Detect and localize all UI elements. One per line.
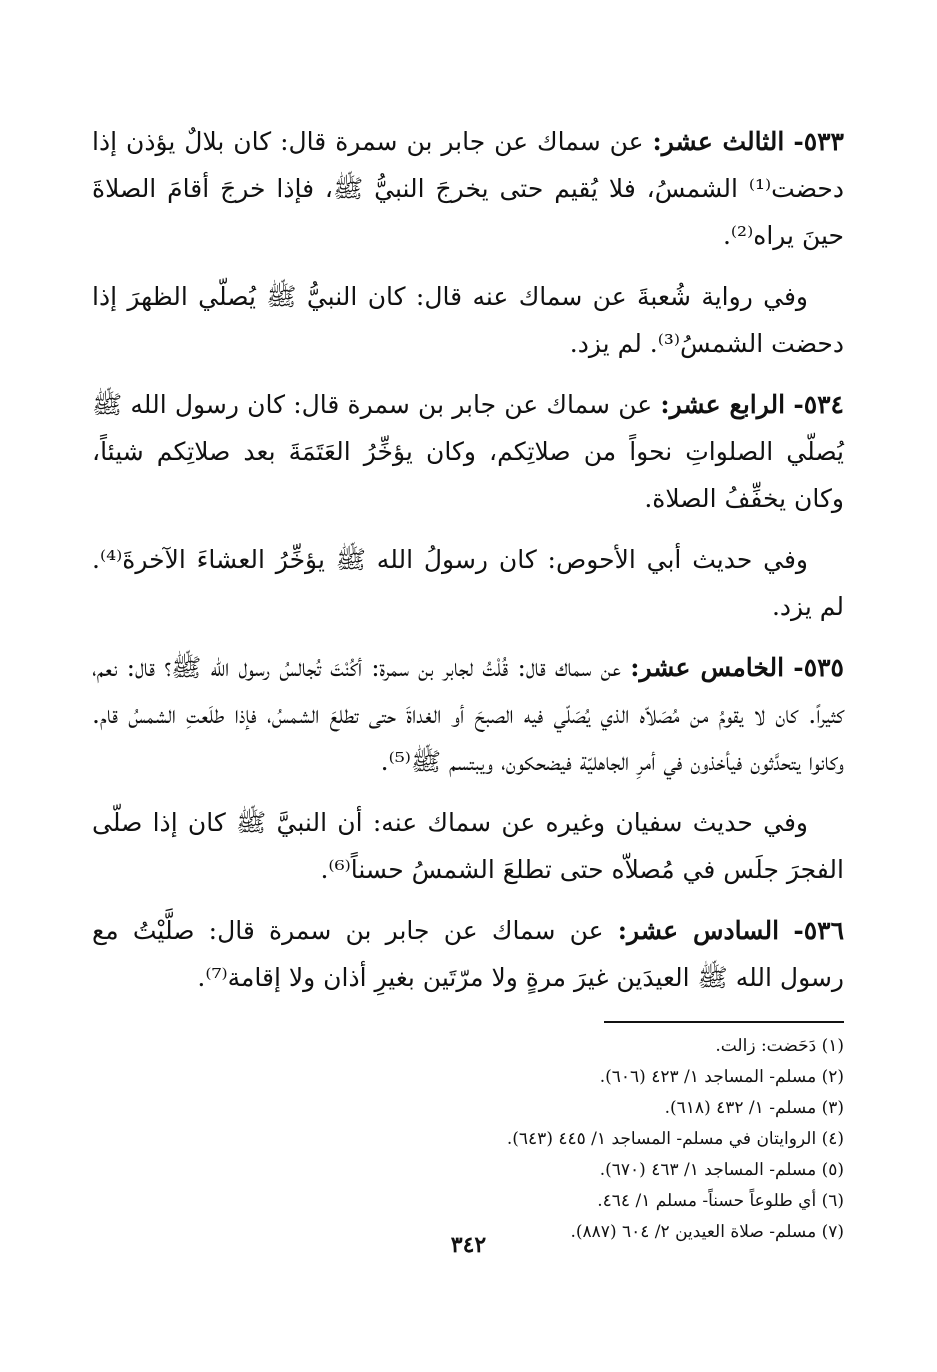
footnote-2: (٢) مسلم- المساجد ١/ ٤٢٣ (٦٠٦). [599,1067,844,1087]
hadith-number: ٥٣٣- [793,127,844,156]
hadith-536 [92,907,844,1001]
hadith-text: عن سماك عن جابر بن سمرة قال: كان بلالٌ يؤذن إذا دحضت⁽¹⁾ الشمسُ، فلا يُقيم حتى يخرجَ النبيُّ ﷺ، فإذا خرجَ أقامَ الصلاةَ حينَ يراه⁽²⁾. [92,127,844,250]
narration-text: وفي حديث أبي الأحوص: كان رسولُ الله ﷺ يؤخِّرُ العشاءَ الآخرةَ⁽⁴⁾. لم يزد. [92,545,844,621]
footnote-3: (٣) مسلم- ١/ ٤٣٢ (٦١٨). [664,1098,844,1118]
hadith-534 [92,381,844,522]
hadith-text: عن سماك عن جابر بن سمرة قال: صلَّيْتُ مع رسول الله ﷺ العيدَين غيرَ مرةٍ ولا مرّتَين بغيرِ أذان ولا إقامة⁽⁷⁾. [92,916,844,992]
footnote-4: (٤) الروايتان في مسلم- المساجد ١/ ٤٤٥ (٦٤٣). [506,1129,844,1149]
footnote-6: (٦) أي طلوعاً حسناً- مسلم ١/ ٤٦٤. [597,1191,844,1211]
narration-text: وفي رواية شُعبةَ عن سماك عنه قال: كان النبيُّ ﷺ يُصلّي الظهرَ إذا دحضت الشمسُ⁽³⁾. لم يزد. [92,282,844,358]
hadith-text: عن سماك قال: قُلْتُ لجابر بن سمرة: أكُنْتَ تُجالسُ رسول الله ﷺ؟ قال: نعم، كثيراً. كان لا يقومُ من مُصَلاّه الذي يُصَلّي فيه الصبحَ أو الغداةَ حتى تطلعَ الشمسُ، فإذا طلَعتِ الشمسُ قام. وكانوا يتحدَّثون فيأخذون في أمرِ الجاهليّة فيضحكون، ويبتسم ﷺ⁽⁵⁾. [92,653,844,776]
hadith-533 [92,118,844,259]
footnote-5: (٥) مسلم- المساجد ١/ ٤٦٣ (٦٧٠). [599,1160,844,1180]
hadith-number: ٥٣٤- [793,390,844,419]
footnote-separator [604,1021,844,1023]
page-body [92,118,844,1248]
hadith-text: عن سماك عن جابر بن سمرة قال: كان رسول الله ﷺ يُصلّي الصلواتِ نحواً من صلاتِكم، وكان يؤخِّرُ العَتَمَةَ بعد صلاتِكم شيئاً، وكان يخفِّفُ الصلاة. [92,390,844,513]
footnotes [92,1031,844,1248]
hadith-number: ٥٣٥- [793,653,844,682]
variant-narration [92,536,844,630]
hadith-535 [92,644,844,785]
variant-narration [92,799,844,893]
hadith-title: الثالث عشر: [652,127,785,156]
hadith-number: ٥٣٦- [793,916,845,945]
narration-text: وفي حديث سفيان وغيره عن سماك عنه: أن النبيَّ ﷺ كان إذا صلّى الفجرَ جلَس في مُصلاّه حتى تطلعَ الشمسُ حسناً⁽⁶⁾. [92,808,844,884]
hadith-title: السادس عشر: [617,916,780,945]
footnote-1: (١) دَحَضت: زالت. [715,1036,844,1056]
hadith-title: الرابع عشر: [660,390,786,419]
hadith-title: الخامس عشر: [630,653,785,682]
page-number: ٣٤٢ [450,1232,487,1258]
variant-narration [92,273,844,367]
footnote-7: (٧) مسلم- صلاة العيدين ٢/ ٦٠٤ (٨٨٧). [570,1222,844,1242]
